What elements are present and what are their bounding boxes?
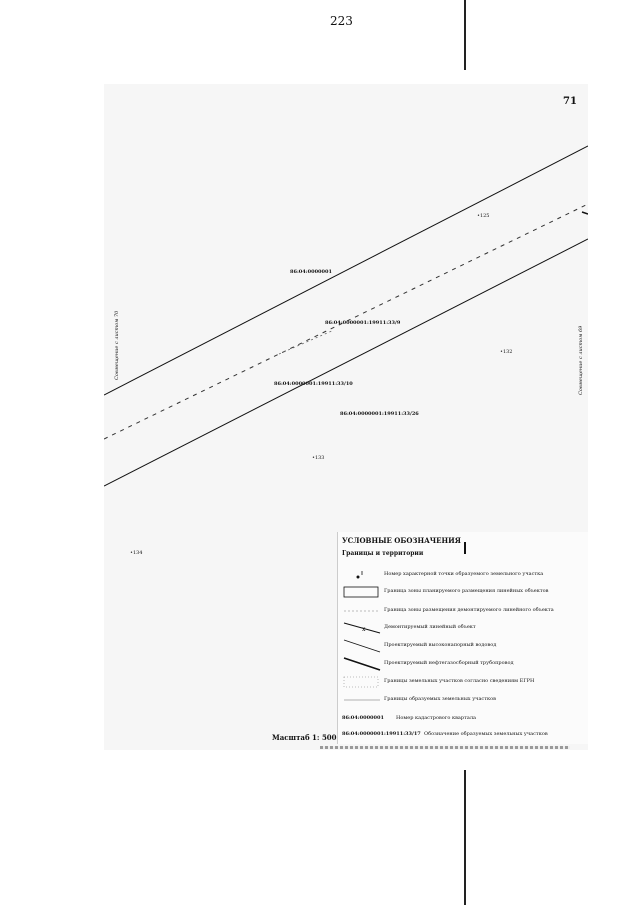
legend-box-symbol <box>342 585 382 599</box>
legend-dotted-area-symbol <box>342 675 382 689</box>
legend-title: УСЛОВНЫЕ ОБОЗНАЧЕНИЯ <box>342 536 461 545</box>
legend-thick-line-symbol <box>342 657 382 671</box>
legend-label-gray-dashed: Граница зоны размещения демонтируемого линейного объекта <box>384 607 554 613</box>
side-label-left: Совмещение с листом 70 <box>114 310 120 380</box>
legend-row-quarter-code <box>338 712 588 726</box>
page-number: 223 <box>330 14 353 28</box>
legend-marker <box>464 542 466 554</box>
svg-text:x: x <box>362 626 366 633</box>
corridor-boundary-upper <box>104 146 588 395</box>
legend-row-box <box>338 585 588 599</box>
legend-row-thick <box>338 657 588 671</box>
parcel-label-2: 86:04:0000001:19911:33/10 <box>274 381 353 387</box>
legend-row-light <box>338 693 588 707</box>
point-133: •133 <box>312 455 325 461</box>
legend-crossed-line-symbol <box>342 621 382 635</box>
map-scale: Масштаб 1: 500 <box>272 733 337 742</box>
legend-row-gray-dashed <box>338 604 588 618</box>
corridor-boundary-lower <box>104 239 588 486</box>
point-132: •132 <box>500 349 513 355</box>
legend-subtitle: Границы и территории <box>342 550 424 557</box>
parcel-label-1: 86:04:0000001:19911:33/9 <box>325 320 401 326</box>
legend-row-dotted <box>338 675 588 689</box>
legend-label-thin: Проектируемый высоконапорный водовод <box>384 642 497 648</box>
bottom-strip <box>320 746 570 749</box>
legend-parcel-code: 86:04:0000001:19911:33/17 <box>342 731 421 737</box>
legend-label-point: Номер характерной точки образуемого земельного участка <box>384 571 544 577</box>
sheet-edge-tick <box>582 212 588 214</box>
legend-quarter-code-label: Номер кадастрового квартала <box>396 715 477 721</box>
legend-label-light: Границы образуемых земельных участков <box>384 696 496 702</box>
sheet-number: 71 <box>563 96 577 107</box>
legend-quarter-code: 86:04:0000001 <box>342 715 384 721</box>
point-134: •134 <box>130 550 143 556</box>
project-pipeline-segment <box>279 330 334 354</box>
legend-row-thin <box>338 639 588 653</box>
cadastral-quarter-label: 86:04:0000001 <box>290 269 332 275</box>
legend-label-dotted: Границы земельных участков согласно сведениям ЕГРН <box>384 678 535 684</box>
legend <box>337 532 588 744</box>
legend-label-box: Граница зоны планируемого размещения линейных объектов <box>384 588 549 594</box>
binding-line-bottom <box>464 770 466 905</box>
side-label-right: Совмещение с листом 69 <box>578 325 584 395</box>
legend-gray-dashed-symbol <box>342 604 382 618</box>
legend-label-thick: Проектируемый нефтегазосборный трубопровод <box>384 660 514 666</box>
legend-light-line-symbol <box>342 693 382 707</box>
legend-thin-line-symbol <box>342 639 382 653</box>
legend-row-parcel-code <box>338 728 588 742</box>
legend-label-crossed: Демонтируемый линейный объект <box>384 624 476 630</box>
legend-row-point <box>338 568 588 582</box>
legend-point-symbol <box>342 568 382 582</box>
point-125: •125 <box>477 213 490 219</box>
binding-line-top <box>464 0 466 70</box>
legend-parcel-code-label: Обозначение образуемых земельных участков <box>424 731 548 737</box>
legend-row-crossed <box>338 621 588 635</box>
parcel-label-3: 86:04:0000001:19911:33/26 <box>340 411 419 417</box>
